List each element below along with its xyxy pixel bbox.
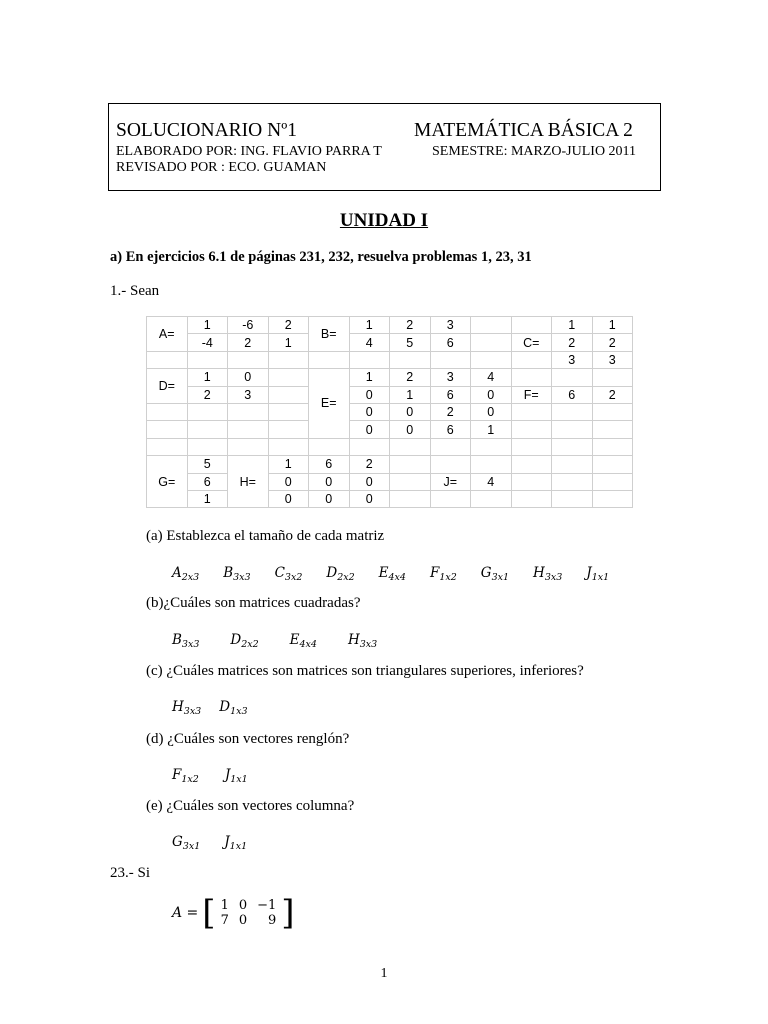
- matrix-cell: -4: [187, 334, 228, 351]
- matrix-size: 1x3: [230, 706, 248, 717]
- matrix-cell: 4: [349, 334, 390, 351]
- matrix-cell: 1: [268, 334, 309, 351]
- matrix-size-answer: [379, 565, 406, 583]
- matrix-cell: 4: [471, 473, 512, 490]
- matrix-size-answer: [533, 565, 562, 583]
- problem-23-matrix: [172, 893, 295, 933]
- matrix-name: H: [347, 632, 360, 648]
- matrix-a-cell: 9: [268, 913, 277, 928]
- matrix-cell: 0: [349, 421, 390, 438]
- header-box: [108, 103, 661, 191]
- matrix-a-body: [216, 898, 282, 928]
- matrix-size: 1x2: [439, 572, 457, 583]
- matrices-grid: [146, 316, 633, 508]
- matrix-name: C: [274, 565, 285, 581]
- matrix-size-answer: [224, 834, 247, 852]
- matrix-cell: 0: [349, 473, 390, 490]
- question-a: (a) Establezca el tamaño de cada matriz: [146, 528, 385, 544]
- matrix-cell: 1: [349, 369, 390, 386]
- label-d: D=: [147, 369, 188, 404]
- label-c: C=: [511, 334, 552, 351]
- matrix-cell: 3: [430, 317, 471, 334]
- matrix-size: 4x4: [299, 639, 317, 650]
- matrix-cell: 0: [349, 403, 390, 420]
- matrix-cell: 6: [187, 473, 228, 490]
- section-a-heading: a) En ejercicios 6.1 de páginas 231, 232, resuelva problemas 1, 23, 31: [110, 249, 532, 265]
- matrix-size: 3x1: [182, 841, 201, 852]
- matrix-size: 4x4: [388, 572, 406, 583]
- matrix-cell: 1: [187, 317, 228, 334]
- matrix-cell: 5: [187, 456, 228, 473]
- problem-23-intro: 23.- Si: [110, 865, 151, 881]
- matrix-cell: 6: [309, 456, 350, 473]
- matrix-cell: 2: [592, 334, 633, 351]
- matrix-a-cell: −1: [257, 898, 277, 913]
- matrix-cell: 5: [390, 334, 431, 351]
- matrix-size-answer: [481, 565, 509, 583]
- answers-c: [172, 699, 248, 717]
- matrix-cell: 2: [268, 317, 309, 334]
- matrix-cell: -6: [228, 317, 269, 334]
- matrix-name: H: [533, 565, 545, 581]
- unit-title: UNIDAD I: [339, 210, 429, 231]
- matrix-name: J: [586, 565, 592, 581]
- left-bracket: [: [202, 893, 216, 933]
- matrix-size-answer: [230, 632, 258, 650]
- matrix-cell: 2: [187, 386, 228, 403]
- matrix-size: 3x3: [544, 572, 563, 583]
- matrix-cell: 3: [552, 351, 593, 368]
- matrix-size-answer: [225, 767, 248, 785]
- matrix-size-answer: [172, 834, 200, 852]
- matrix-size-answer: [172, 632, 199, 650]
- matrix-size-answer: [172, 699, 201, 717]
- page-number: 1: [380, 966, 388, 981]
- matrix-size-answer: [275, 565, 303, 583]
- matrix-cell: 0: [349, 386, 390, 403]
- matrix-size-answer: [290, 632, 317, 650]
- matrix-size: 3x3: [183, 706, 202, 717]
- matrix-a-cell: 0: [238, 913, 248, 928]
- matrix-name: G: [480, 565, 492, 581]
- matrix-cell: 6: [430, 386, 471, 403]
- matrix-size-answer: [326, 565, 354, 583]
- matrix-name: A: [172, 565, 182, 581]
- matrix-cell: 2: [390, 317, 431, 334]
- author-line: ELABORADO POR: ING. FLAVIO PARRA T: [116, 144, 382, 159]
- matrix-size: 3x3: [233, 572, 251, 583]
- label-h: H=: [228, 456, 269, 508]
- semester-line: SEMESTRE: MARZO-JULIO 2011: [432, 144, 637, 159]
- matrix-cell: 2: [430, 403, 471, 420]
- question-c: (c) ¿Cuáles matrices son matrices son triangulares superiores, inferiores?: [146, 663, 584, 679]
- matrix-name: B: [223, 565, 234, 581]
- matrix-cell: 4: [471, 369, 512, 386]
- matrix-cell: 3: [430, 369, 471, 386]
- doc-title: SOLUCIONARIO Nº1: [116, 120, 298, 141]
- label-a: A=: [147, 317, 188, 352]
- matrix-cell: 0: [309, 490, 350, 507]
- label-f: F=: [511, 386, 552, 403]
- matrix-size-answer: [219, 699, 247, 717]
- matrix-size-answer: [172, 767, 199, 785]
- matrix-name: J: [224, 767, 231, 783]
- matrix-size-answer: [172, 565, 199, 583]
- matrix-size: 2x2: [337, 572, 355, 583]
- matrix-cell: 0: [390, 421, 431, 438]
- matrix-size-answer: [430, 565, 457, 583]
- matrix-size: 3x2: [284, 572, 303, 583]
- matrix-cell: 3: [592, 351, 633, 368]
- matrix-name: D: [230, 632, 242, 648]
- matrix-cell: 1: [187, 490, 228, 507]
- question-b: (b)¿Cuáles son matrices cuadradas?: [146, 595, 361, 611]
- matrix-size-answer: [586, 565, 609, 583]
- right-bracket: ]: [281, 893, 295, 933]
- matrix-size: 2x2: [241, 639, 259, 650]
- matrix-size: 1x1: [230, 774, 248, 785]
- matrix-a-cell: 1: [220, 898, 229, 913]
- answers-b: [172, 632, 377, 650]
- label-g: G=: [147, 456, 188, 508]
- matrix-size: 3x3: [181, 639, 200, 650]
- matrix-cell: 2: [390, 369, 431, 386]
- matrix-cell: 2: [552, 334, 593, 351]
- matrix-cell: 0: [228, 369, 269, 386]
- label-e: E=: [309, 369, 350, 439]
- matrix-size: 1x1: [591, 572, 610, 583]
- matrix-name: J: [224, 834, 230, 850]
- matrix-cell: 0: [349, 490, 390, 507]
- label-b: B=: [309, 317, 350, 352]
- matrix-cell: 1: [592, 317, 633, 334]
- matrix-cell: 1: [552, 317, 593, 334]
- answers-e: [172, 834, 247, 852]
- question-d: (d) ¿Cuáles son vectores renglón?: [146, 731, 350, 747]
- matrix-cell: 1: [349, 317, 390, 334]
- matrix-cell: 6: [430, 421, 471, 438]
- matrix-name: B: [172, 632, 182, 648]
- matrix-cell: 0: [268, 473, 309, 490]
- matrix-cell: 1: [471, 421, 512, 438]
- matrix-cell: 1: [268, 456, 309, 473]
- matrix-cell: 2: [228, 334, 269, 351]
- matrix-a-cell: 7: [220, 913, 229, 928]
- matrix-size-answer: [223, 565, 250, 583]
- matrix-size: 1x1: [229, 841, 248, 852]
- matrix-cell: 1: [390, 386, 431, 403]
- problem-1-intro: 1.- Sean: [110, 283, 160, 299]
- matrix-size: 3x3: [359, 639, 378, 650]
- matrix-size-answer: [348, 632, 377, 650]
- matrix-name: D: [219, 699, 231, 715]
- matrix-name: E: [289, 632, 300, 648]
- matrix-cell: 0: [471, 386, 512, 403]
- matrix-name: G: [172, 834, 183, 850]
- matrix-cell: 0: [309, 473, 350, 490]
- subject-title: MATEMÁTICA BÁSICA 2: [414, 120, 633, 141]
- matrix-cell: 3: [228, 386, 269, 403]
- question-e: (e) ¿Cuáles son vectores columna?: [146, 798, 355, 814]
- matrix-name: F: [429, 565, 440, 581]
- label-j: J=: [430, 473, 471, 490]
- matrix-cell: 1: [187, 369, 228, 386]
- matrix-cell: 6: [552, 386, 593, 403]
- matrix-size: 2x3: [181, 572, 200, 583]
- matrix-size: 1x2: [181, 774, 199, 785]
- matrix-cell: 2: [592, 386, 633, 403]
- answers-d: [172, 767, 248, 785]
- matrix-cell: 6: [430, 334, 471, 351]
- matrix-size: 3x1: [491, 572, 510, 583]
- reviewer-line: REVISADO POR : ECO. GUAMAN: [116, 160, 327, 175]
- matrix-cell: 0: [390, 403, 431, 420]
- matrix-cell: 2: [349, 456, 390, 473]
- answers-a: [172, 565, 609, 583]
- matrix-name: H: [172, 699, 184, 715]
- matrix-a-cell: 0: [238, 898, 248, 913]
- matrix-cell: 0: [268, 490, 309, 507]
- matrix-name: F: [172, 767, 182, 783]
- matrix-name: E: [378, 565, 389, 581]
- matrix-cell: 0: [471, 403, 512, 420]
- matrix-name: D: [326, 565, 338, 581]
- matrix-a-label: A =: [172, 905, 199, 921]
